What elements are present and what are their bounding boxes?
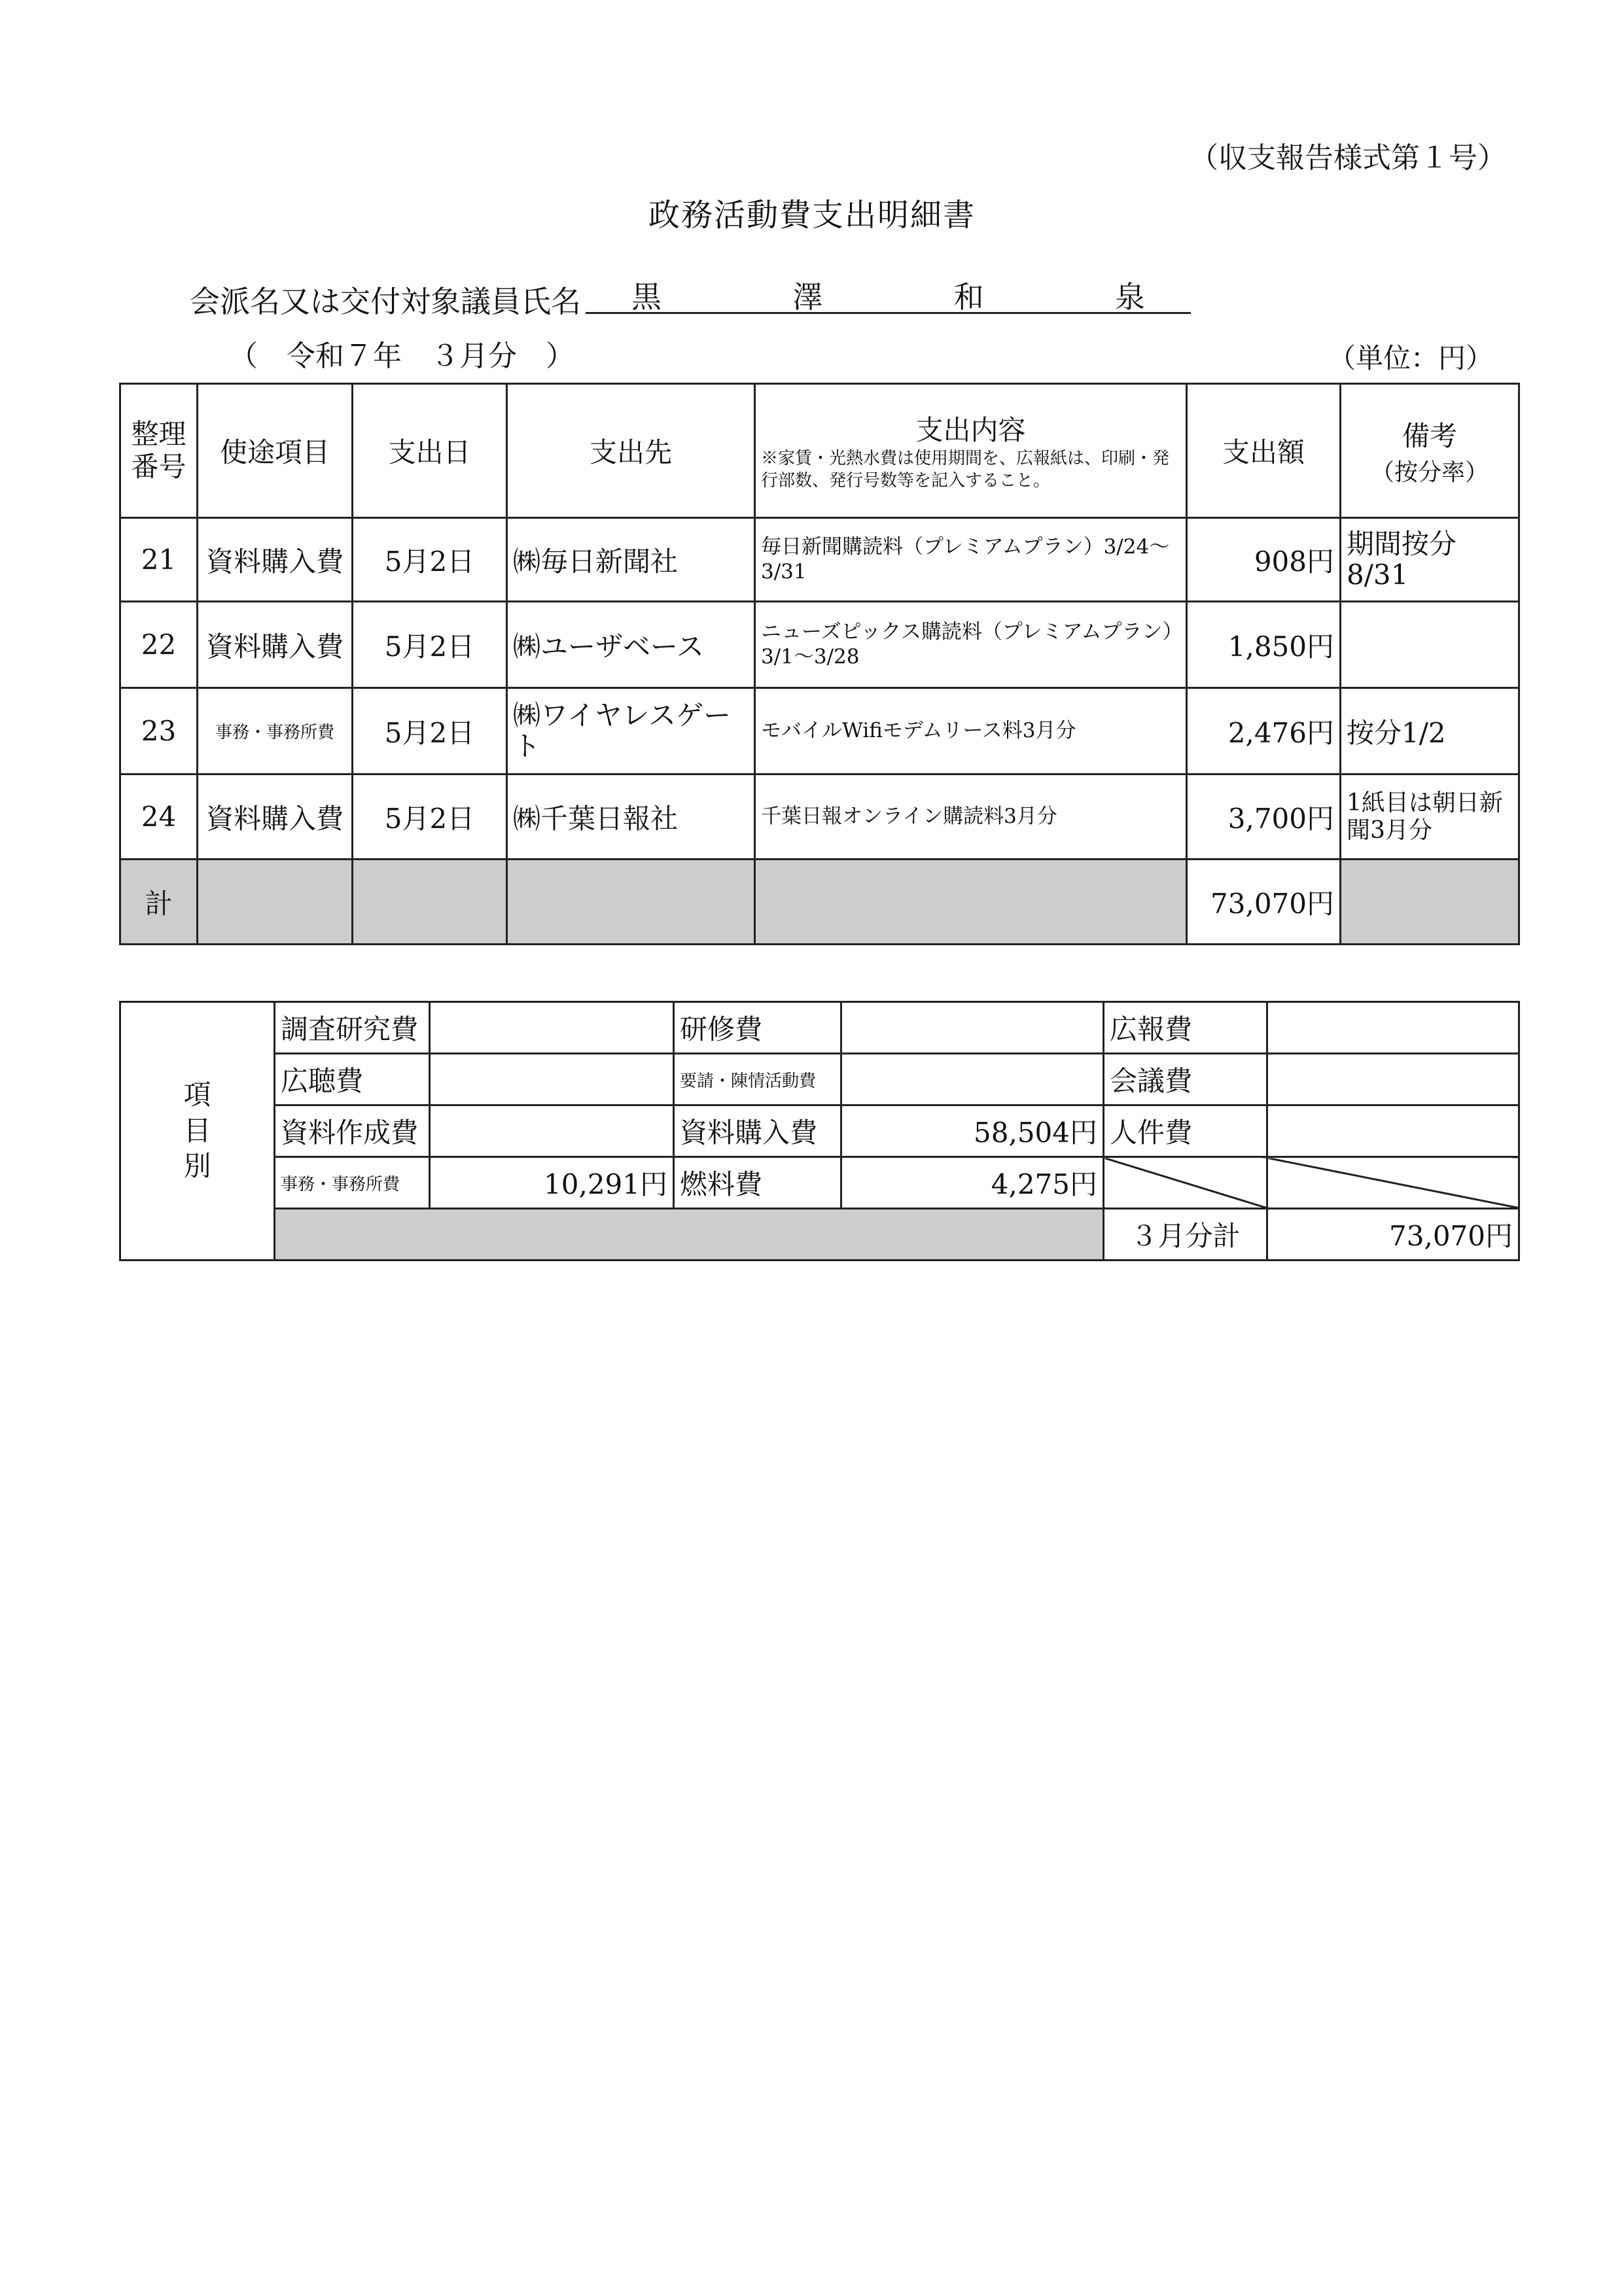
header-amount: 支出額 (1187, 384, 1341, 518)
summary-value (1267, 1002, 1519, 1054)
month-total-label: ３月分計 (1104, 1209, 1267, 1261)
row-number: 23 (120, 688, 198, 774)
summary-gray-cell (275, 1209, 1104, 1261)
row-number: 21 (120, 518, 198, 602)
unit-label: （単位：円） (1328, 342, 1493, 374)
header-content (755, 384, 1187, 518)
diagonal-blank-cell (1267, 1157, 1519, 1209)
row-content: 毎日新聞購読料（プレミアムプラン）3/24～3/31 (755, 518, 1187, 602)
row-content: ニューズピックス購読料（プレミアムプラン）3/1～3/28 (755, 602, 1187, 688)
row-remarks (1341, 602, 1519, 688)
summary-label: 燃料費 (674, 1157, 841, 1209)
month-total-amount: 73,070円 (1267, 1209, 1519, 1261)
total-amount: 73,070円 (1187, 860, 1341, 945)
row-content: 千葉日報オンライン購読料3月分 (755, 774, 1187, 860)
total-empty-cell (1341, 860, 1519, 945)
row-payee: ㈱ワイヤレスゲート (507, 688, 755, 774)
row-item: 資料購入費 (198, 774, 353, 860)
row-amount: 908円 (1187, 518, 1341, 602)
summary-label: 会議費 (1104, 1054, 1267, 1105)
summary-label: 要請・陳情活動費 (674, 1054, 841, 1105)
row-number: 24 (120, 774, 198, 860)
form-number: （収支報告様式第１号） (1190, 141, 1506, 175)
summary-label: 広聴費 (275, 1054, 430, 1105)
row-remarks: 1紙目は朝日新聞3月分 (1341, 774, 1519, 860)
summary-value (430, 1105, 674, 1157)
header-content-title: 支出内容 (915, 414, 1026, 447)
summary-value (841, 1002, 1104, 1054)
summary-label: 人件費 (1104, 1105, 1267, 1157)
total-empty-cell (755, 860, 1187, 945)
summary-value (1267, 1105, 1519, 1157)
summary-row (120, 1105, 1519, 1157)
table-header-row (120, 384, 1519, 518)
header-number: 整理番号 (120, 384, 198, 518)
row-number: 22 (120, 602, 198, 688)
row-payee: ㈱毎日新聞社 (507, 518, 755, 602)
category-summary-table (119, 1001, 1520, 1261)
summary-value: 10,291円 (430, 1157, 674, 1209)
total-empty-cell (507, 860, 755, 945)
summary-value (841, 1054, 1104, 1105)
summary-value (430, 1002, 674, 1054)
summary-label: 事務・事務所費 (275, 1157, 430, 1209)
header-item: 使途項目 (198, 384, 353, 518)
header-remarks-title: 備考 (1402, 419, 1457, 452)
summary-label: 広報費 (1104, 1002, 1267, 1054)
diagonal-blank-cell (1104, 1157, 1267, 1209)
row-content: モバイルWifiモデムリース料3月分 (755, 688, 1187, 774)
total-label: 計 (120, 860, 198, 945)
expense-detail-table (119, 383, 1520, 945)
summary-value: 4,275円 (841, 1157, 1104, 1209)
table-row (120, 602, 1519, 688)
summary-side-label-text: 項目別 (183, 1079, 211, 1183)
summary-label: 研修費 (674, 1002, 841, 1054)
summary-label: 調査研究費 (275, 1002, 430, 1054)
table-row (120, 774, 1519, 860)
member-name-char: 泉 (1114, 279, 1145, 315)
total-empty-cell (198, 860, 353, 945)
row-amount: 2,476円 (1187, 688, 1341, 774)
header-remarks (1341, 384, 1519, 518)
row-payee: ㈱千葉日報社 (507, 774, 755, 860)
row-date: 5月2日 (353, 518, 507, 602)
table-row (120, 688, 1519, 774)
row-date: 5月2日 (353, 688, 507, 774)
total-empty-cell (353, 860, 507, 945)
summary-value (1267, 1054, 1519, 1105)
summary-label: 資料購入費 (674, 1105, 841, 1157)
row-remarks: 期間按分 8/31 (1341, 518, 1519, 602)
total-row (120, 860, 1519, 945)
header-remarks-sub: （按分率） (1370, 459, 1489, 486)
summary-row (120, 1054, 1519, 1105)
report-period: （ 令和７年 ３月分 ） (229, 339, 574, 373)
row-payee: ㈱ユーザベース (507, 602, 755, 688)
summary-value: 58,504円 (841, 1105, 1104, 1157)
header-date: 支出日 (353, 384, 507, 518)
member-name-char: 澤 (792, 279, 823, 315)
row-remarks: 按分1/2 (1341, 688, 1519, 774)
member-name-char: 和 (953, 279, 984, 315)
summary-row (120, 1002, 1519, 1054)
summary-row (120, 1157, 1519, 1209)
row-item: 事務・事務所費 (198, 688, 353, 774)
member-name (586, 273, 1191, 314)
row-amount: 1,850円 (1187, 602, 1341, 688)
member-name-char: 黒 (631, 279, 662, 315)
row-date: 5月2日 (353, 602, 507, 688)
row-amount: 3,700円 (1187, 774, 1341, 860)
summary-value (430, 1054, 674, 1105)
row-date: 5月2日 (353, 774, 507, 860)
row-item: 資料購入費 (198, 602, 353, 688)
summary-side-label (120, 1002, 275, 1261)
table-row (120, 518, 1519, 602)
summary-label: 資料作成費 (275, 1105, 430, 1157)
summary-total-row (120, 1209, 1519, 1261)
member-label: 会派名又は交付対象議員氏名 (190, 284, 581, 319)
row-item: 資料購入費 (198, 518, 353, 602)
header-payee: 支出先 (507, 384, 755, 518)
header-content-note: ※家賃・光熱水費は使用期間を、広報紙は、印刷・発行部数、発行号数等を記入すること。 (761, 449, 1170, 491)
document-title: 政務活動費支出明細書 (648, 197, 976, 234)
